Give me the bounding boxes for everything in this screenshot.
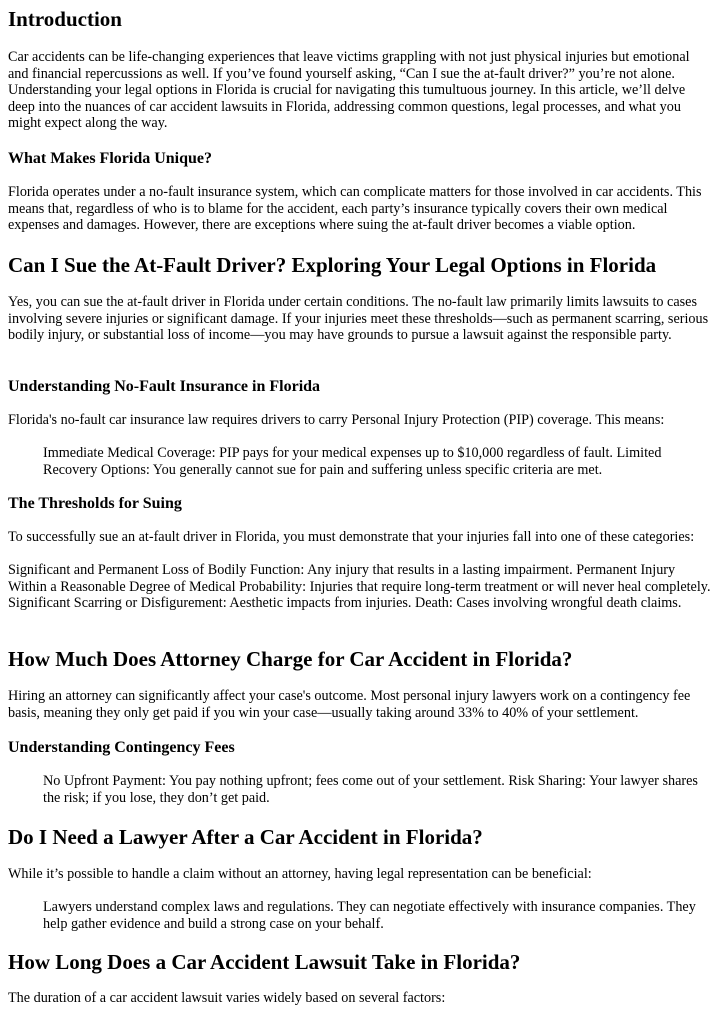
list-contingency-fees: No Upfront Payment: You pay nothing upfront; fees come out of your settlement. Risk Sharing: Your lawyer shares the risk; if you lose, they don’t get paid. — [43, 773, 698, 806]
paragraph-need-lawyer: While it’s possible to handle a claim without an attorney, having legal representation can be beneficial: — [8, 866, 592, 882]
heading-need-lawyer: Do I Need a Lawyer After a Car Accident in Florida? — [8, 825, 483, 849]
heading-florida-unique: What Makes Florida Unique? — [8, 150, 213, 167]
paragraph-florida-unique: Florida operates under a no-fault insurance system, which can complicate matters for those involved in car accidents. This means that, regardless of who is to blame for the accident, each party’s insurance typically covers their own medical expenses and damages. However, there are exceptions where suing the at-fault driver becomes a viable option. — [8, 184, 702, 234]
list-thresholds: Significant and Permanent Loss of Bodily Function: Any injury that results in a lasting impairment. Permanent Injury Within a Reasonable Degree of Medical Probability: Injuries that require long-term treatment or will never heal completely. Significant Scarring or Disfigurement: Aesthetic impacts from injuries. Death: Cases involving wrongful death claims. — [8, 562, 711, 612]
paragraph-attorney-charge: Hiring an attorney can significantly affect your case's outcome. Most personal injury lawyers work on a contingency fee basis, meaning they only get paid if you win your case—usually taking around 33% to 40% of your settlement. — [8, 688, 691, 721]
paragraph-thresholds: To successfully sue an at-fault driver in Florida, you must demonstrate that your injuries fall into one of these categories: — [8, 529, 695, 545]
heading-lawsuit-duration: How Long Does a Car Accident Lawsuit Take in Florida? — [8, 950, 521, 974]
heading-thresholds: The Thresholds for Suing — [8, 495, 182, 512]
list-need-lawyer: Lawyers understand complex laws and regulations. They can negotiate effectively with insurance companies. They help gather evidence and build a strong case on your behalf. — [43, 899, 696, 932]
paragraph-can-i-sue: Yes, you can sue the at-fault driver in Florida under certain conditions. The no-fault law primarily limits lawsuits to cases involving severe injuries or significant damage. If your injuries meet these thresholds—such as permanent scarring, serious bodily injury, or substantial loss of income—you may have grounds to pursue a lawsuit against the responsible party. — [8, 294, 709, 344]
heading-can-i-sue: Can I Sue the At-Fault Driver? Exploring Your Legal Options in Florida — [8, 253, 657, 277]
heading-contingency-fees: Understanding Contingency Fees — [8, 739, 235, 756]
heading-no-fault-insurance: Understanding No-Fault Insurance in Florida — [8, 378, 321, 395]
heading-introduction: Introduction — [8, 7, 122, 31]
paragraph-introduction: Car accidents can be life-changing experiences that leave victims grappling with not just physical injuries but emotional and financial repercussions as well. If you’ve found yourself asking, “Can I sue the at-fault driver?” you’re not alone. Understanding your legal options in Florida is crucial for navigating this tumultuous journey. In this article, we’ll delve deep into the nuances of car accident lawsuits in Florida, addressing common questions, legal processes, and what you might expect along the way. — [8, 49, 690, 132]
list-no-fault-insurance: Immediate Medical Coverage: PIP pays for your medical expenses up to $10,000 regardless of fault. Limited Recovery Options: You generally cannot sue for pain and suffering unless specific criteria are met. — [43, 445, 662, 478]
paragraph-no-fault-insurance: Florida's no-fault car insurance law requires drivers to carry Personal Injury Protection (PIP) coverage. This means: — [8, 412, 665, 428]
heading-attorney-charge: How Much Does Attorney Charge for Car Accident in Florida? — [8, 647, 573, 671]
paragraph-lawsuit-duration: The duration of a car accident lawsuit varies widely based on several factors: — [8, 990, 446, 1006]
